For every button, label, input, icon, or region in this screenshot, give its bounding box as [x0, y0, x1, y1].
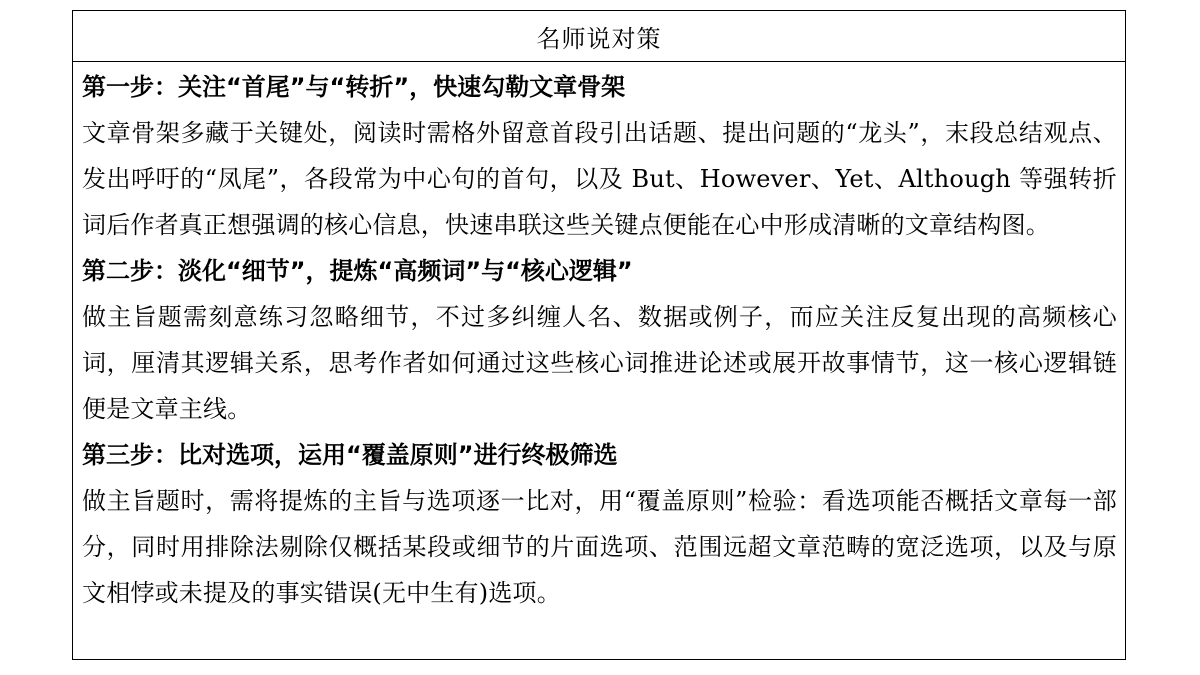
step-2-heading: 第二步：淡化“细节”，提炼“高频词”与“核心逻辑”: [82, 257, 633, 285]
step-3-heading: 第三步：比对选项，运用“覆盖原则”进行终极筛选: [82, 441, 618, 469]
table-body: [73, 62, 1125, 616]
step-3-text: 做主旨题时，需将提炼的主旨与选项逐一比对，用“覆盖原则”检验：看选项能否概括文章每一部分，同时用排除法剔除仅概括某段或细节的片面选项、范围远超文章范畴的宽泛选项，以及与原文相悖或未提及的事实错误(无中生有)选项。: [82, 487, 1117, 607]
step-1-heading: 第一步：关注“首尾”与“转折”，快速勾勒文章骨架: [82, 73, 626, 101]
strategy-table: [72, 10, 1126, 660]
step-2-text: 做主旨题需刻意练习忽略细节，不过多纠缠人名、数据或例子，而应关注反复出现的高频核心词，厘清其逻辑关系，思考作者如何通过这些核心词推进论述或展开故事情节，这一核心逻辑链便是文章主线。: [82, 303, 1117, 423]
table-title: 名师说对策: [73, 11, 1125, 62]
step-1-text: 文章骨架多藏于关键处，阅读时需格外留意首段引出话题、提出问题的“龙头”，末段总结观点、发出呼吁的“凤尾”，各段常为中心句的首句，以及 But、However、Yet、Although 等强转折词后作者真正想强调的核心信息，快速串联这些关键点便能在心中形成清晰的文章结构图。: [82, 119, 1117, 239]
